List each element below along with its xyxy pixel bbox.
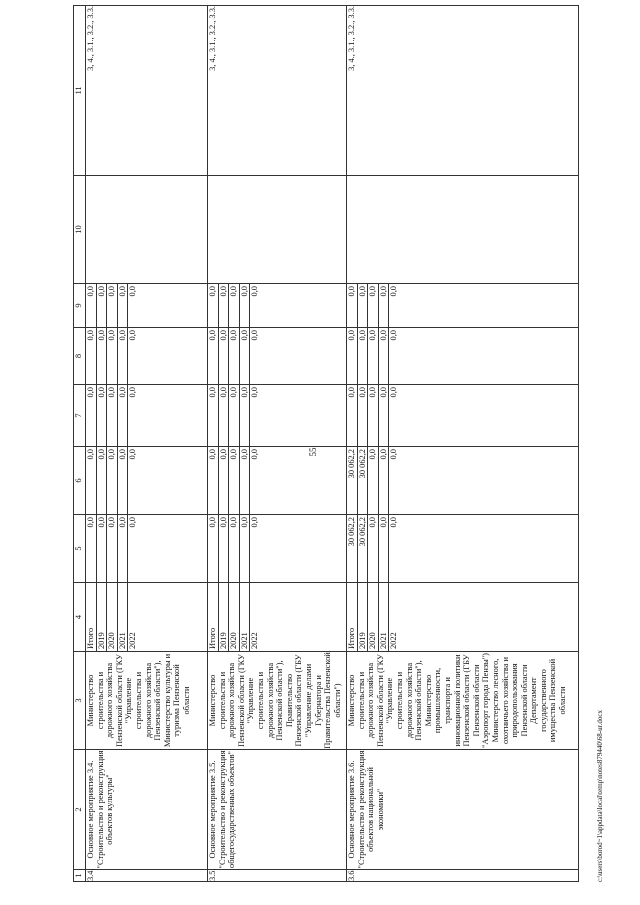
page-number: 55 xyxy=(308,447,318,457)
values-col7 xyxy=(208,385,347,447)
value: 0,0 xyxy=(368,385,379,446)
value: 0,0 xyxy=(208,447,218,514)
values-col9 xyxy=(86,284,208,328)
value: 30 062,2 xyxy=(357,515,368,582)
value: 0,0 xyxy=(368,515,379,582)
value: 0,0 xyxy=(378,515,389,582)
value: 0,0 xyxy=(128,330,138,341)
value: 0,0 xyxy=(357,284,368,327)
footer-file-path: c:\users\borod~1\appdata\local\temp\notes879440\68-ur.docx xyxy=(596,710,604,882)
year-label: 2021 xyxy=(117,583,128,651)
executor: Министерство строительства и дорожного хозяйства Пензенской области (ГКУ "Управление строительства и дорожного хозяйства Пензенской области"), Министерство культуры и туризма Пензенской области xyxy=(86,652,208,750)
table-row xyxy=(347,6,579,882)
value: 0,0 xyxy=(107,515,118,582)
header-cell: 2 xyxy=(74,750,86,870)
value: 0,0 xyxy=(96,447,107,514)
value: 0,0 xyxy=(357,385,368,446)
year-label: 2020 xyxy=(368,583,379,651)
year-label: 2019 xyxy=(218,583,229,651)
value: 0,0 xyxy=(96,328,107,384)
value: 0,0 xyxy=(86,385,96,446)
value: 0,0 xyxy=(368,447,379,514)
header-cell: 9 xyxy=(74,284,86,328)
year-label: 2022 xyxy=(389,632,399,649)
value: 0,0 xyxy=(218,385,229,446)
value: 0,0 xyxy=(347,328,357,384)
row-number: 3.6. xyxy=(347,870,579,882)
col10-cell xyxy=(347,176,579,284)
value: 0,0 xyxy=(250,286,260,297)
values-col6 xyxy=(208,447,347,515)
value: 0,0 xyxy=(378,284,389,327)
value: 30 062,2 xyxy=(347,447,357,514)
value: 0,0 xyxy=(218,447,229,514)
value: 0,0 xyxy=(86,284,96,327)
activity-name: Основное мероприятие 3.5. "Строительство и реконструкция общегосударственных объектов" xyxy=(208,750,347,870)
values-col8 xyxy=(86,328,208,385)
value: 0,0 xyxy=(250,517,260,528)
value: 0,0 xyxy=(96,284,107,327)
value: 0,0 xyxy=(96,515,107,582)
values-col8 xyxy=(208,328,347,385)
row-number: 3.4. xyxy=(86,870,208,882)
row-number: 3.5. xyxy=(208,870,347,882)
value: 0,0 xyxy=(389,449,399,460)
year-label: 2021 xyxy=(239,583,250,651)
values-col7 xyxy=(347,385,579,447)
value: 0,0 xyxy=(229,385,240,446)
activity-name: Основное мероприятие 3.4. "Строительство и реконструкция объектов культуры" xyxy=(86,750,208,870)
value: 0,0 xyxy=(86,447,96,514)
values-col7 xyxy=(86,385,208,447)
value: 0,0 xyxy=(378,447,389,514)
values-col5 xyxy=(347,515,579,583)
value: 0,0 xyxy=(107,284,118,327)
executor: Министерство строительства и дорожного хозяйства Пензенской области (ГКУ "Управление строительства и дорожного хозяйства Пензенской области"), Правительство Пензенской области (ГБУ "Управление делами Губернатора и Правительства Пензенской области") xyxy=(208,652,347,750)
value: 0,0 xyxy=(389,387,399,398)
value: 0,0 xyxy=(107,328,118,384)
col10-cell xyxy=(86,176,208,284)
indicators-cell: 3, 4., 3.1., 3.2., 3.3. xyxy=(347,6,579,176)
rotated-table-container xyxy=(73,6,579,882)
years-cell xyxy=(208,583,347,652)
year-label: 2021 xyxy=(378,583,389,651)
value: 0,0 xyxy=(128,286,138,297)
executor: Министерство строительства и дорожного хозяйства Пензенской области (ГКУ "Управление строительства и дорожного хозяйства Пензенской области"), Министерство промышленности, транспорта и инновационной политики Пензенской области (ГБУ Пензенской области "Аэропорт города Пензы") Министерство лесного, охотничьего хозяйства и природопользования Пензенской области Департамент государственного имущества Пензенской области xyxy=(347,652,579,750)
value: 0,0 xyxy=(250,330,260,341)
header-cell: 1 xyxy=(74,870,86,882)
year-label: 2020 xyxy=(107,583,118,651)
table-row xyxy=(86,6,208,882)
years-cell xyxy=(86,583,208,652)
values-col9 xyxy=(347,284,579,328)
value: 0,0 xyxy=(347,284,357,327)
value: 0,0 xyxy=(229,447,240,514)
value: 0,0 xyxy=(117,385,128,446)
value: 0,0 xyxy=(239,284,250,327)
value: 0,0 xyxy=(368,284,379,327)
year-label: Итого xyxy=(347,583,357,651)
values-col5 xyxy=(208,515,347,583)
value: 0,0 xyxy=(208,515,218,582)
indicators-cell: 3, 4., 3.1., 3.2., 3.3. xyxy=(86,6,208,176)
values-col6 xyxy=(347,447,579,515)
value: 0,0 xyxy=(229,515,240,582)
values-col9 xyxy=(208,284,347,328)
value: 0,0 xyxy=(117,447,128,514)
header-cell: 6 xyxy=(74,447,86,515)
header-cell: 3 xyxy=(74,652,86,750)
values-col6 xyxy=(86,447,208,515)
value: 0,0 xyxy=(128,449,138,460)
activity-name: Основное мероприятие 3.6. "Строительство и реконструкция объектов национальной экономики" xyxy=(347,750,579,870)
value: 0,0 xyxy=(239,385,250,446)
years-cell xyxy=(347,583,579,652)
value: 0,0 xyxy=(218,328,229,384)
value: 0,0 xyxy=(117,328,128,384)
value: 0,0 xyxy=(239,515,250,582)
value: 0,0 xyxy=(128,517,138,528)
value: 0,0 xyxy=(208,284,218,327)
value: 0,0 xyxy=(128,387,138,398)
value: 0,0 xyxy=(107,385,118,446)
table-row xyxy=(208,6,347,882)
value: 0,0 xyxy=(378,328,389,384)
values-col8 xyxy=(347,328,579,385)
value: 0,0 xyxy=(239,447,250,514)
value: 0,0 xyxy=(368,328,379,384)
value: 0,0 xyxy=(208,385,218,446)
value: 0,0 xyxy=(117,284,128,327)
value: 0,0 xyxy=(218,284,229,327)
header-cell: 5 xyxy=(74,515,86,583)
value: 0,0 xyxy=(250,449,260,460)
value: 0,0 xyxy=(229,328,240,384)
header-cell: 11 xyxy=(74,6,86,176)
value: 0,0 xyxy=(357,328,368,384)
indicators-cell: 3, 4., 3.1., 3.2., 3.3. xyxy=(208,6,347,176)
value: 0,0 xyxy=(86,328,96,384)
value: 0,0 xyxy=(389,330,399,341)
year-label: Итого xyxy=(208,583,218,651)
value: 0,0 xyxy=(250,387,260,398)
value: 0,0 xyxy=(107,447,118,514)
value: 0,0 xyxy=(229,284,240,327)
header-row xyxy=(74,6,86,882)
header-cell: 10 xyxy=(74,176,86,284)
value: 0,0 xyxy=(389,517,399,528)
value: 0,0 xyxy=(117,515,128,582)
value: 0,0 xyxy=(86,515,96,582)
header-cell: 4 xyxy=(74,583,86,652)
value: 30 062,2 xyxy=(357,447,368,514)
col10-cell xyxy=(208,176,347,284)
value: 0,0 xyxy=(239,328,250,384)
value: 30 062,2 xyxy=(347,515,357,582)
year-label: 2019 xyxy=(96,583,107,651)
value: 0,0 xyxy=(347,385,357,446)
value: 0,0 xyxy=(208,328,218,384)
year-label: 2022 xyxy=(128,632,138,649)
value: 0,0 xyxy=(378,385,389,446)
program-activities-table xyxy=(73,5,579,882)
year-label: 2019 xyxy=(357,583,368,651)
year-label: 2022 xyxy=(250,632,260,649)
values-col5 xyxy=(86,515,208,583)
value: 0,0 xyxy=(389,286,399,297)
header-cell: 7 xyxy=(74,385,86,447)
value: 0,0 xyxy=(96,385,107,446)
year-label: 2020 xyxy=(229,583,240,651)
value: 0,0 xyxy=(218,515,229,582)
year-label: Итого xyxy=(86,583,96,651)
header-cell: 8 xyxy=(74,328,86,385)
